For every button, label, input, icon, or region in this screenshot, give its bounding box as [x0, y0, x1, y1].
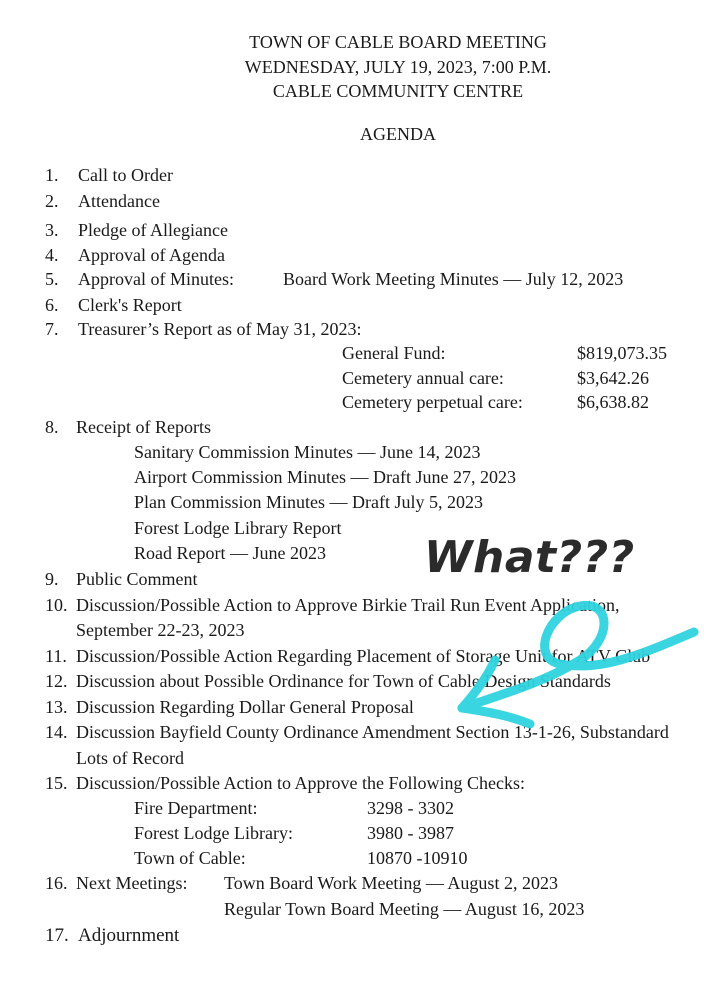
item-number: 9.: [45, 569, 59, 589]
agenda-item: Approval of Agenda: [78, 245, 225, 265]
fund-amount: $3,642.26: [577, 368, 649, 388]
report-line: Sanitary Commission Minutes — June 14, 2023: [134, 442, 481, 462]
agenda-item: Discussion about Possible Ordinance for Town of Cable Design Standards: [76, 671, 611, 691]
item-number: 17.: [45, 925, 69, 946]
check-label: Forest Lodge Library:: [134, 823, 293, 843]
item-number: 14.: [45, 722, 68, 742]
report-line: Forest Lodge Library Report: [134, 518, 342, 538]
agenda-item: Call to Order: [78, 165, 173, 185]
item-number: 5.: [45, 269, 59, 289]
meeting-location: CABLE COMMUNITY CENTRE: [272, 81, 524, 101]
check-label: Town of Cable:: [134, 848, 246, 868]
item-number: 6.: [45, 295, 59, 315]
agenda-item: Discussion/Possible Action to Approve the Following Checks:: [76, 773, 525, 793]
item-number: 13.: [45, 697, 68, 717]
agenda-heading: AGENDA: [360, 124, 436, 144]
agenda-item: Attendance: [78, 191, 160, 211]
agenda-item: Discussion Regarding Dollar General Proposal: [76, 697, 414, 717]
agenda-item: Discussion Bayfield County Ordinance Amendment Section 13-1-26, Substandard: [76, 722, 669, 742]
agenda-item: Adjournment: [78, 925, 180, 946]
item-number: 16.: [45, 873, 68, 893]
agenda-item: Public Comment: [76, 569, 198, 589]
next-meeting-line: Town Board Work Meeting — August 2, 2023: [224, 873, 558, 893]
fund-amount: $6,638.82: [577, 392, 649, 412]
check-range: 3298 - 3302: [367, 798, 454, 818]
check-range: 3980 - 3987: [367, 823, 454, 843]
item-number: 15.: [45, 773, 68, 793]
agenda-item: Discussion/Possible Action Regarding Placement of Storage Unit for ATV Club: [76, 646, 651, 666]
item-number: 3.: [45, 220, 59, 240]
item-number: 2.: [45, 191, 59, 211]
fund-amount: $819,073.35: [577, 343, 667, 363]
item-number: 8.: [45, 417, 59, 437]
fund-label: Cemetery annual care:: [342, 368, 504, 388]
agenda-item: Pledge of Allegiance: [78, 220, 228, 240]
item-number: 4.: [45, 245, 59, 265]
agenda-item: Receipt of Reports: [76, 417, 211, 437]
meeting-date: WEDNESDAY, JULY 19, 2023, 7:00 P.M.: [244, 57, 552, 77]
agenda-item-continuation: Lots of Record: [76, 748, 184, 768]
item-number: 7.: [45, 319, 59, 339]
item-number: 12.: [45, 671, 68, 691]
agenda-item: Next Meetings:: [76, 873, 188, 893]
agenda-item: Approval of Minutes:: [78, 269, 234, 289]
annotation-text: What???: [424, 532, 635, 583]
next-meeting-line: Regular Town Board Meeting — August 16, 2023: [224, 899, 585, 919]
item-number: 10.: [45, 595, 68, 615]
item-number: 1.: [45, 165, 59, 185]
agenda-item: Discussion/Possible Action to Approve Birkie Trail Run Event Application,: [76, 595, 620, 615]
fund-label: Cemetery perpetual care:: [342, 392, 523, 412]
agenda-item-continuation: September 22-23, 2023: [76, 620, 245, 640]
agenda-item: Clerk's Report: [78, 295, 182, 315]
check-range: 10870 -10910: [367, 848, 468, 868]
check-label: Fire Department:: [134, 798, 258, 818]
meeting-title: TOWN OF CABLE BOARD MEETING: [249, 32, 547, 52]
agenda-item: Treasurer’s Report as of May 31, 2023:: [78, 319, 362, 339]
fund-label: General Fund:: [342, 343, 446, 363]
report-line: Plan Commission Minutes — Draft July 5, 2023: [134, 492, 484, 512]
report-line: Road Report — June 2023: [134, 543, 326, 563]
minutes-detail: Board Work Meeting Minutes — July 12, 2023: [283, 269, 624, 289]
item-number: 11.: [45, 646, 67, 666]
report-line: Airport Commission Minutes — Draft June 27, 2023: [134, 467, 516, 487]
